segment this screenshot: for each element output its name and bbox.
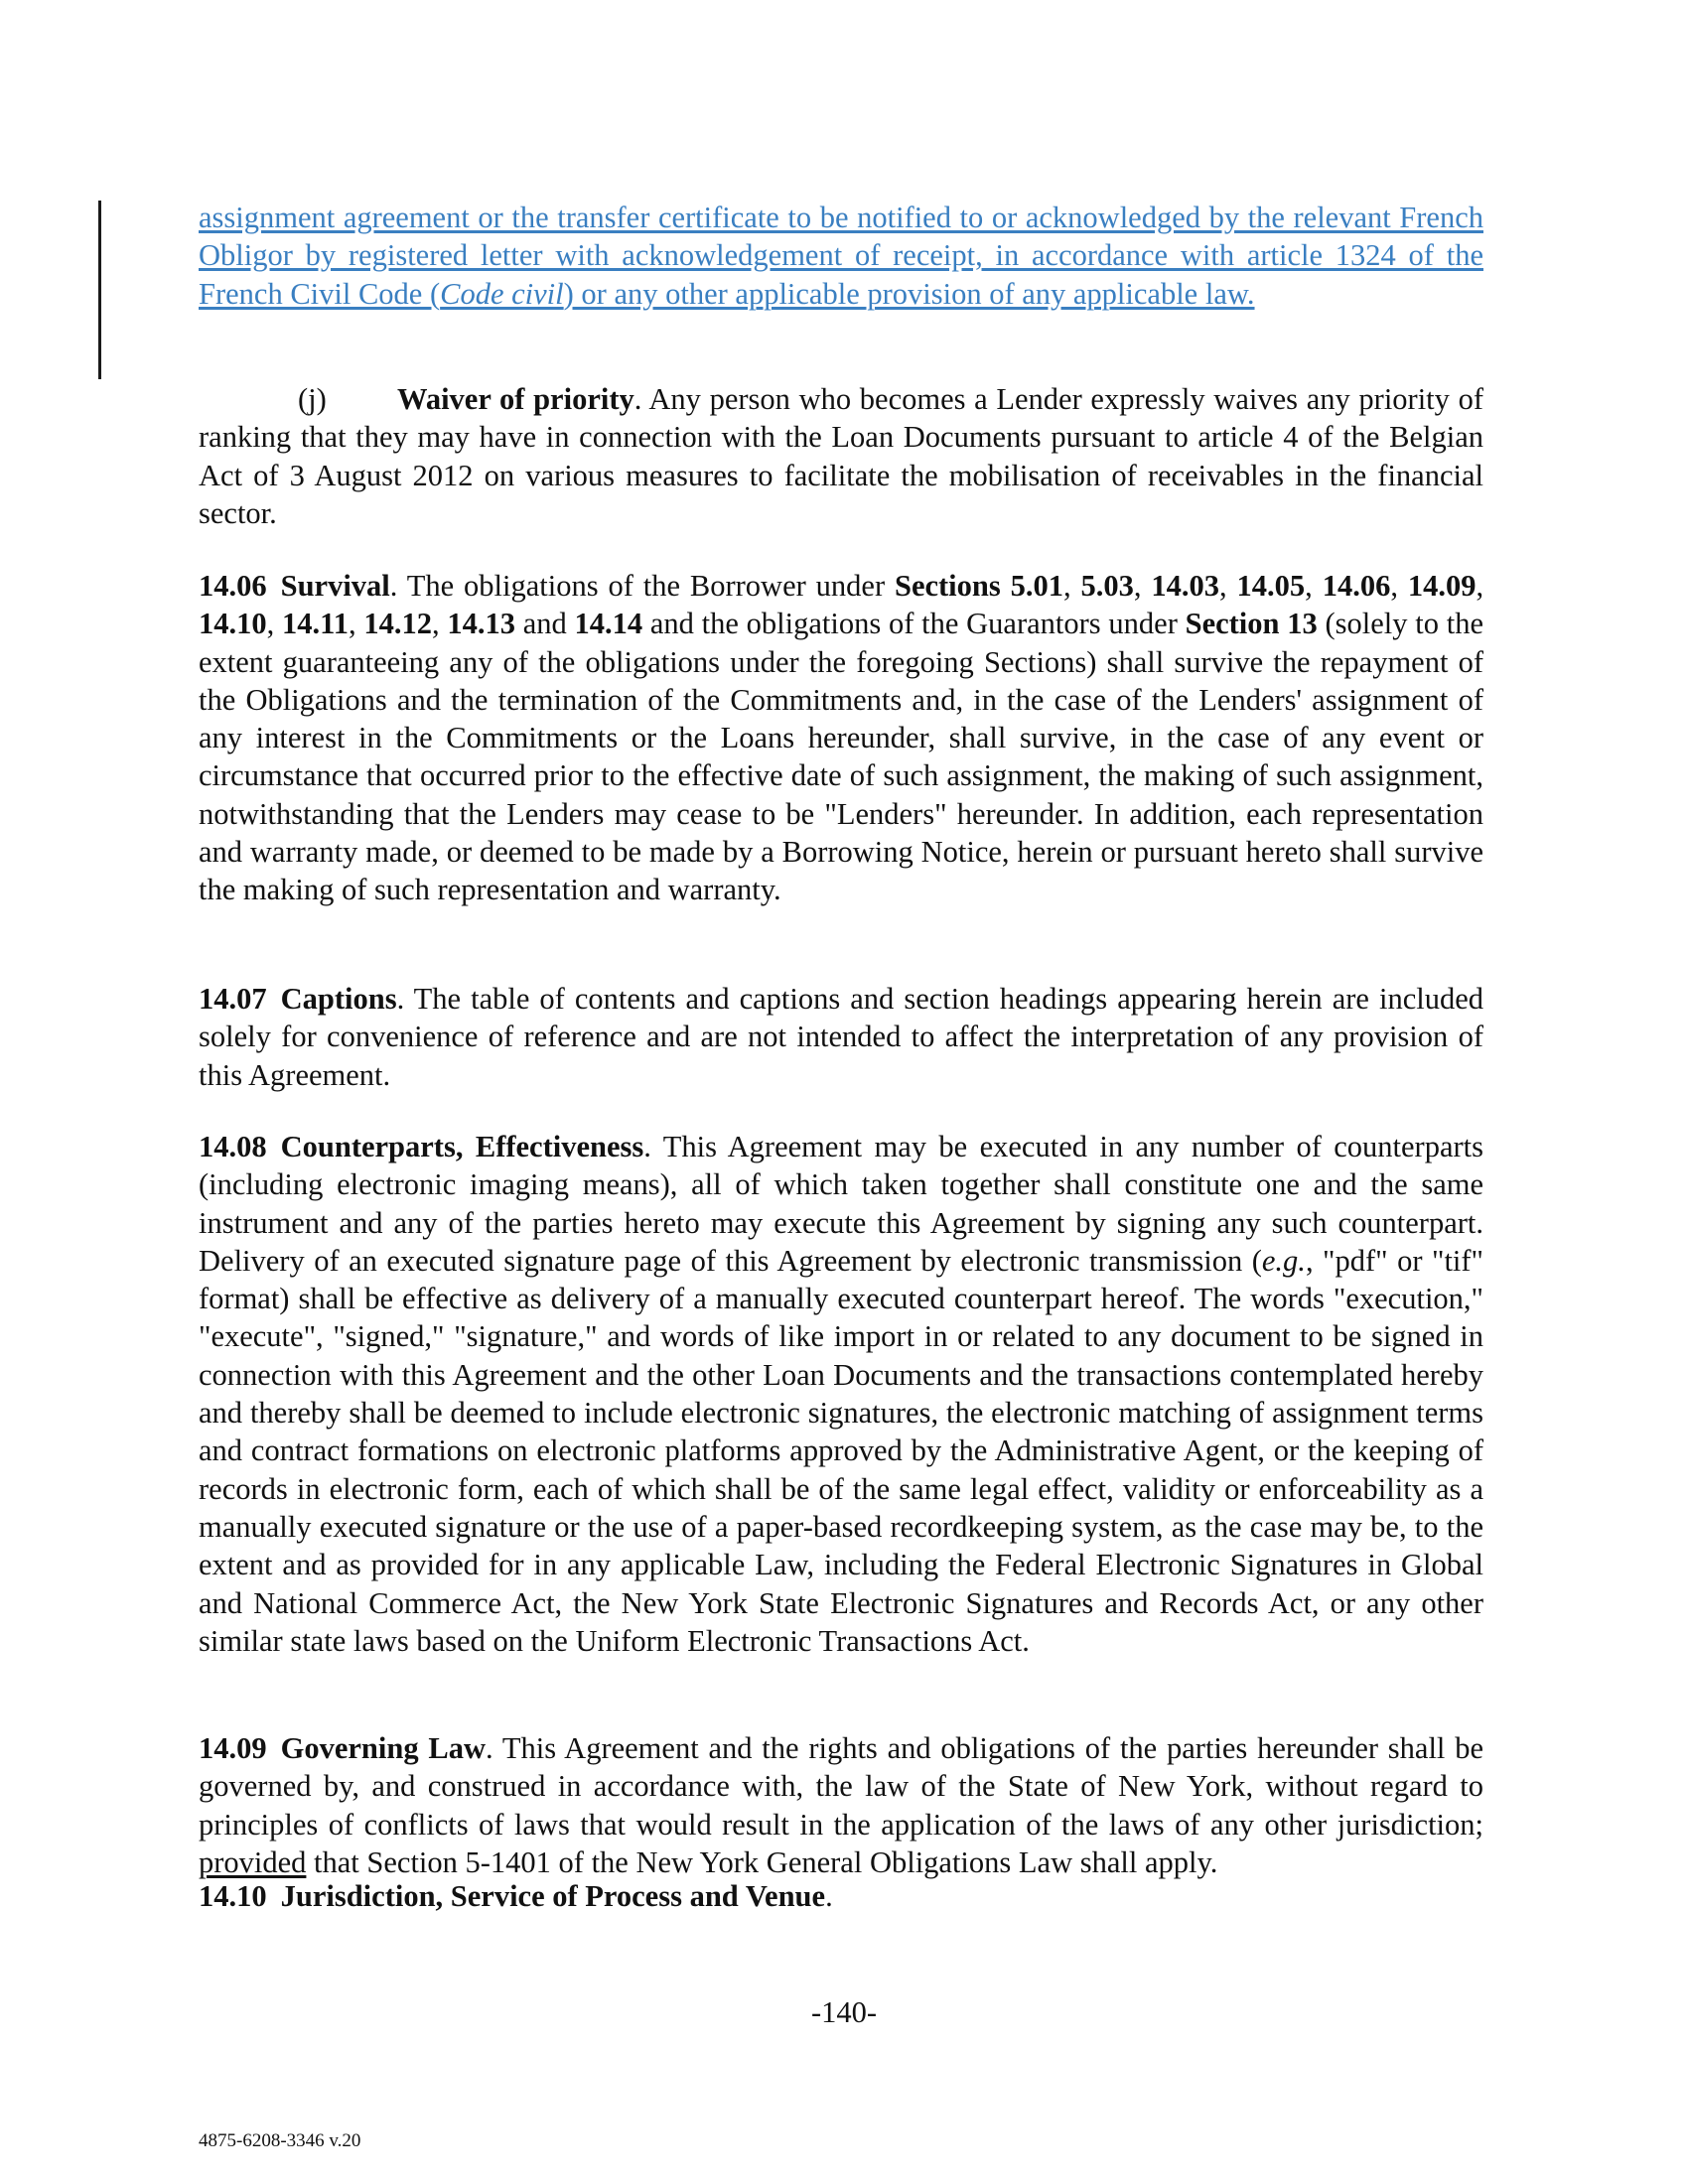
section-number: 14.07 [199, 982, 267, 1016]
section-14-10: 14.10 Jurisdiction, Service of Process and Venue. [199, 1879, 833, 1913]
paragraph-j-label: (j) [298, 382, 327, 416]
section-heading: Governing Law [280, 1731, 486, 1765]
section-14-09: 14.09 Governing Law. This Agreement and the rights and obligations of the parties hereunder shall be governed by, and construed in accordance with, the law of the State of New York, without regard to principles of conflicts of laws that would result in the application of the laws of any other jurisdiction; provided that Section 5-1401 of the New York General Obligations Law shall apply. [199, 1731, 1483, 1879]
section-heading: Jurisdiction, Service of Process and Venue [280, 1879, 826, 1913]
section-14-06: 14.06 Survival. The obligations of the Borrower under Sections 5.01, 5.03, 14.03, 14.05, 14.06, 14.09, 14.10, 14.11, 14.12, 14.13 and 14.14 and the obligations of the Guarantors under Section 13 (solely to the extent guaranteeing any of the obligations under the foregoing Sections) shall survive the repayment of the Obligations and the termination of the Commitments and, in the case of the Lenders' assignment of any interest in the Commitments or the Loans hereunder, shall survive, in the case of any event or circumstance that occurred prior to the effective date of such assignment, the making of such assignment, notwithstanding that the Lenders may cease to be "Lenders" hereunder. In addition, each representation and warranty made, or deemed to be made by a Borrowing Notice, herein or pursuant hereto shall survive the making of such representation and warranty. [199, 569, 1484, 907]
inserted-italic: Code civil [440, 276, 564, 311]
document-id: 4875-6208-3346 v.20 [199, 2130, 361, 2151]
section-heading: Counterparts, Effectiveness [280, 1130, 644, 1163]
section-number: 14.06 [199, 569, 267, 603]
section-heading: Survival [280, 569, 390, 603]
inserted-text: assignment agreement or the transfer certificate to be notified to or acknowledged by the relevant French Obligor by registered letter with acknowledgement of receipt, in accordance with article 1324 of the French Civil Code (Code civil) or any other applicable provision of any applicable law. [199, 201, 1483, 311]
paragraph-j-heading: Waiver of priority [397, 382, 634, 416]
section-number: 14.09 [199, 1731, 267, 1765]
section-14-07: 14.07 Captions. The table of contents and captions and section headings appearing herein are included solely for convenience of reference and are not intended to affect the interpretation of any provision of this Agreement. [199, 982, 1483, 1092]
paragraph-j: (j) Waiver of priority. Any person who becomes a Lender expressly waives any priority of ranking that they may have in connection with the Loan Documents pursuant to article 4 of the Belgian Act of 3 August 2012 on various measures to facilitate the mobilisation of receivables in the financial sector. [199, 382, 1483, 530]
section-14-08: 14.08 Counterparts, Effectiveness. This Agreement may be executed in any number of counterparts (including electronic imaging means), all of which taken together shall constitute one and the same instrument and any of the parties hereto may execute this Agreement by signing any such counterpart. Delivery of an executed signature page of this Agreement by electronic transmission (e.g., "pdf" or "tif" format) shall be effective as delivery of a manually executed counterpart hereof. The words "execution," "execute", "signed," "signature," and words of like import in or related to any document to be signed in connection with this Agreement and the other Loan Documents and the transactions contemplated hereby and thereby shall be deemed to include electronic signatures, the electronic matching of assignment terms and contract formations on electronic platforms approved by the Administrative Agent, or the keeping of records in electronic form, each of which shall be of the same legal effect, validity or enforceability as a manually executed signature or the use of a paper-based recordkeeping system, as the case may be, to the extent and as provided for in any applicable Law, including the Federal Electronic Signatures in Global and National Commerce Act, the New York State Electronic Signatures and Records Act, or any other similar state laws based on the Uniform Electronic Transactions Act. [199, 1130, 1484, 1658]
section-number: 14.10 [199, 1879, 267, 1913]
section-number: 14.08 [199, 1130, 267, 1163]
inserted-paragraph [199, 199, 1483, 313]
underlined-term: provided [199, 1844, 307, 1879]
page-number: -140- [810, 1995, 878, 2029]
section-heading: Captions [280, 982, 397, 1016]
revision-change-bar [98, 201, 101, 379]
